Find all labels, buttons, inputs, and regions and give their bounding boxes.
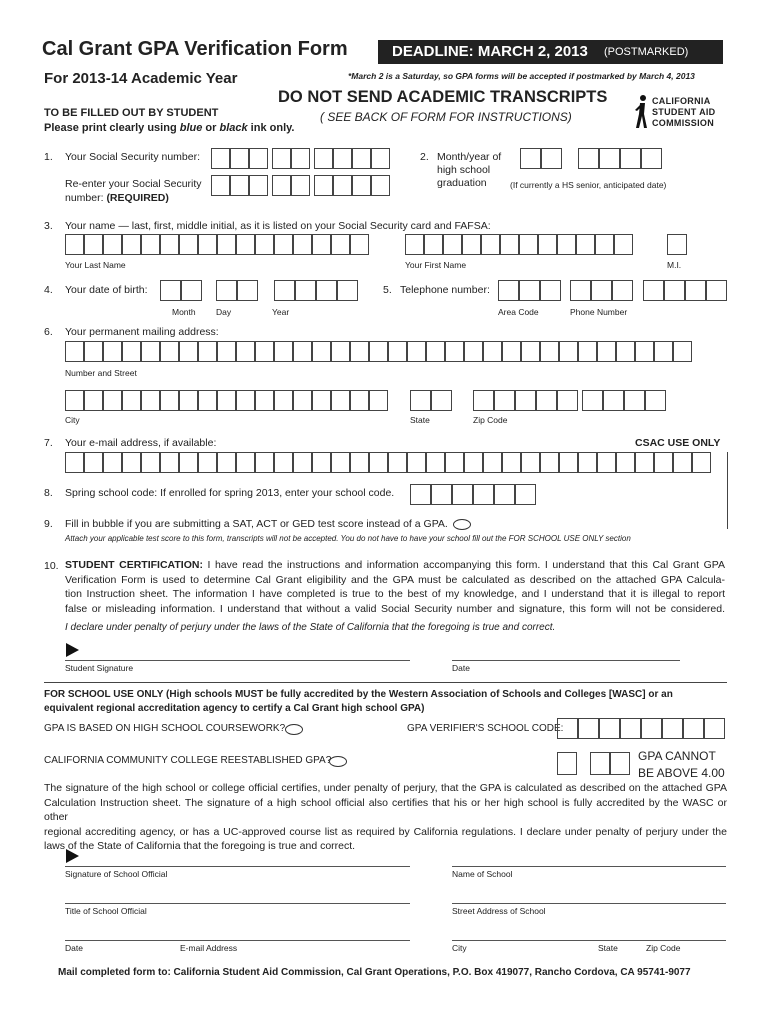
official-certification <box>44 781 727 854</box>
state-input[interactable] <box>410 390 452 411</box>
street-label: Number and Street <box>65 368 137 378</box>
cc-gpa-bubble[interactable] <box>329 756 347 767</box>
first-name-input[interactable] <box>405 234 633 255</box>
print-instructions <box>44 122 294 134</box>
q6-label: Your permanent mailing address: <box>65 326 219 338</box>
logo-line1: CALIFORNIA <box>652 96 711 106</box>
official-title-label: Title of School Official <box>65 906 147 916</box>
school-city-state-zip-line[interactable] <box>452 940 726 941</box>
csac-use-only-box <box>727 452 728 529</box>
official-para2: Calculation Instruction sheet. The signature of a high school official also certifies that his or her high school is fully accredited by the WASC or other <box>44 796 727 823</box>
student-sign-arrow-icon <box>66 643 79 657</box>
q7-label: Your e-mail address, if available: <box>65 437 217 449</box>
dob-month-input[interactable] <box>160 280 202 301</box>
q7-number: 7. <box>44 437 53 449</box>
official-signature-line[interactable] <box>65 866 410 867</box>
first-name-label: Your First Name <box>405 260 467 270</box>
official-para4: laws of the State of California that the foregoing is true and correct. <box>44 840 356 852</box>
certification-line2: Verification Form is used to determine Cal Grant eligibility and the GPA must be calculated as described on the attached GPA Calcula- <box>65 573 725 586</box>
phone-line-input[interactable] <box>643 280 727 301</box>
dob-year-label: Year <box>272 307 290 317</box>
area-code-input[interactable] <box>498 280 561 301</box>
q4-label: Your date of birth: <box>65 284 148 296</box>
ssn-reenter-input[interactable] <box>211 175 390 196</box>
last-name-label: Your Last Name <box>65 260 126 270</box>
phone-prefix-input[interactable] <box>570 280 633 301</box>
street-input[interactable] <box>65 341 692 362</box>
dob-year-input[interactable] <box>274 280 358 301</box>
gpa-decimal-input[interactable] <box>590 752 630 775</box>
official-title-line[interactable] <box>65 903 410 904</box>
school-heading-line2: equivalent regional accreditation agency to certify a Cal Grant high school GPA) <box>44 703 425 714</box>
q1-reenter-line2 <box>65 192 169 204</box>
q8-number: 8. <box>44 487 53 499</box>
q10-number: 10. <box>44 560 59 572</box>
state-label: State <box>410 415 430 425</box>
school-zip-label: Zip Code <box>646 943 681 953</box>
verifier-code-label: GPA VERIFIER'S SCHOOL CODE: <box>407 723 564 734</box>
print-blue: blue <box>179 122 203 134</box>
school-name-label: Name of School <box>452 869 513 879</box>
q1-reenter-line1: Re-enter your Social Security <box>65 178 202 190</box>
ssn-input[interactable] <box>211 148 390 169</box>
see-back: ( SEE BACK OF FORM FOR INSTRUCTIONS) <box>320 110 572 124</box>
phone-number-label: Phone Number <box>570 307 628 317</box>
zip-input[interactable] <box>473 390 666 411</box>
q1-number: 1. <box>44 151 53 163</box>
grad-month-input[interactable] <box>520 148 562 169</box>
form-title: Cal Grant GPA Verification Form <box>42 38 348 60</box>
q6-number: 6. <box>44 326 53 338</box>
q2-line1: Month/year of <box>437 151 502 163</box>
gpa-based-bubble[interactable] <box>285 724 303 735</box>
school-heading-line1: FOR SCHOOL USE ONLY (High schools MUST be fully accredited by the Western Association of Schools and Colleges [WASC] or an <box>44 689 673 700</box>
gpa-cannot-line2: BE ABOVE 4.00 <box>638 766 725 780</box>
q4-number: 4. <box>44 284 53 296</box>
q3-number: 3. <box>44 220 53 232</box>
official-sign-arrow-icon <box>66 849 79 863</box>
official-signature-label: Signature of School Official <box>65 869 168 879</box>
deadline-postmarked: (POSTMARKED) <box>604 46 689 58</box>
csac-logo <box>632 94 722 132</box>
q1-label: Your Social Security number: <box>65 151 201 163</box>
q5-label: Telephone number: <box>400 284 490 296</box>
q1-required: (REQUIRED) <box>106 192 169 204</box>
school-street-line[interactable] <box>452 903 726 904</box>
school-street-label: Street Address of School <box>452 906 546 916</box>
deadline-label: DEADLINE: MARCH 2, 2013 <box>392 43 588 60</box>
print-prefix: Please print clearly using <box>44 122 180 134</box>
city-label: City <box>65 415 80 425</box>
csac-logo-figure-icon <box>632 94 652 132</box>
cc-gpa-label: CALIFORNIA COMMUNITY COLLEGE REESTABLISHED GPA? <box>44 755 332 766</box>
dob-day-input[interactable] <box>216 280 258 301</box>
student-date-label: Date <box>452 663 470 673</box>
certification-line3: tion Instruction sheet. The information I have completed is true to the best of my knowledge, and I understand that it is illegal to report <box>65 588 725 600</box>
logo-line2: STUDENT AID <box>652 107 716 117</box>
gpa-whole-input[interactable] <box>557 752 577 775</box>
official-para3: regional accrediting agency, or has a UC-approved course list as required by California regulations. I declare under penalty of perjury under the <box>44 825 727 838</box>
logo-line3: COMMISSION <box>652 118 715 128</box>
school-state-label: State <box>598 943 618 953</box>
student-certification <box>65 558 725 616</box>
deadline-banner <box>378 40 723 64</box>
deadline-note: *March 2 is a Saturday, so GPA forms will be accepted if postmarked by March 4, 2013 <box>348 71 695 81</box>
student-declaration: I declare under penalty of perjury under the laws of the State of California that the foregoing is true and correct. <box>65 622 556 633</box>
dob-day-label: Day <box>216 307 232 317</box>
gpa-cannot-line1: GPA CANNOT <box>638 749 716 763</box>
q5-number: 5. <box>383 284 392 296</box>
q3-label: Your name — last, first, middle initial, as it is listed on your Social Security card and FAFSA: <box>65 220 491 232</box>
csac-use-only: CSAC USE ONLY <box>635 437 721 449</box>
certification-line1: I have read the instructions and information accompanying this form. I understand that this Cal Grant GPA <box>202 559 725 571</box>
student-date-line[interactable] <box>452 660 680 661</box>
gpa-based-label: GPA IS BASED ON HIGH SCHOOL COURSEWORK? <box>44 723 286 734</box>
email-input[interactable] <box>65 452 711 473</box>
zip-label: Zip Code <box>473 415 508 425</box>
school-city-label: City <box>452 943 467 953</box>
dob-month-label: Month <box>172 307 196 317</box>
official-date-label: Date <box>65 943 83 953</box>
official-para1: The signature of the high school or college official certifies, under penalty of perjury, that the GPA is calculated as described on the attached GPA <box>44 782 727 794</box>
student-signature-line[interactable] <box>65 660 410 661</box>
city-input[interactable] <box>65 390 388 411</box>
test-score-bubble[interactable] <box>453 519 471 530</box>
student-signature-label: Student Signature <box>65 663 134 673</box>
q8-label: Spring school code: If enrolled for spring 2013, enter your school code. <box>65 487 395 499</box>
q9-label: Fill in bubble if you are submitting a SAT, ACT or GED test score instead of a GPA. <box>65 518 448 530</box>
school-name-line[interactable] <box>452 866 726 867</box>
no-transcripts: DO NOT SEND ACADEMIC TRANSCRIPTS <box>278 88 608 106</box>
grad-year-input[interactable] <box>578 148 662 169</box>
school-code-input[interactable] <box>410 484 536 505</box>
print-or: or <box>202 122 220 134</box>
certification-line4: false or misleading information. I understand that without a valid Social Security number and signature, this form will not be considered. <box>65 602 725 615</box>
print-black: black <box>219 122 248 134</box>
q2-number: 2. <box>420 151 429 163</box>
school-divider <box>44 682 727 683</box>
q1-reenter-label: number: <box>65 192 107 204</box>
q9-note: Attach your applicable test score to this form, transcripts will not be accepted. You do not have to have your school fill out the FOR SCHOOL USE ONLY section <box>65 534 631 543</box>
last-name-input[interactable] <box>65 234 369 255</box>
official-email-label: E-mail Address <box>180 943 238 953</box>
verifier-code-input[interactable] <box>557 718 725 739</box>
q2-line3: graduation <box>437 177 487 189</box>
q9-number: 9. <box>44 518 53 530</box>
q2-line2: high school <box>437 164 491 176</box>
academic-year: For 2013-14 Academic Year <box>44 70 238 87</box>
certification-heading: STUDENT CERTIFICATION: <box>65 559 203 571</box>
official-date-email-line[interactable] <box>65 940 410 941</box>
student-fill: TO BE FILLED OUT BY STUDENT <box>44 107 219 119</box>
middle-initial-input[interactable] <box>667 234 687 255</box>
print-suffix: ink only. <box>247 122 295 134</box>
mi-label: M.I. <box>667 260 682 270</box>
q2-note: (If currently a HS senior, anticipated date) <box>510 180 667 190</box>
mailing-instructions: Mail completed form to: California Student Aid Commission, Cal Grant Operations, P.O. Box 419077, Rancho Cordova, CA 95741-9077 <box>58 967 691 978</box>
area-code-label: Area Code <box>498 307 539 317</box>
